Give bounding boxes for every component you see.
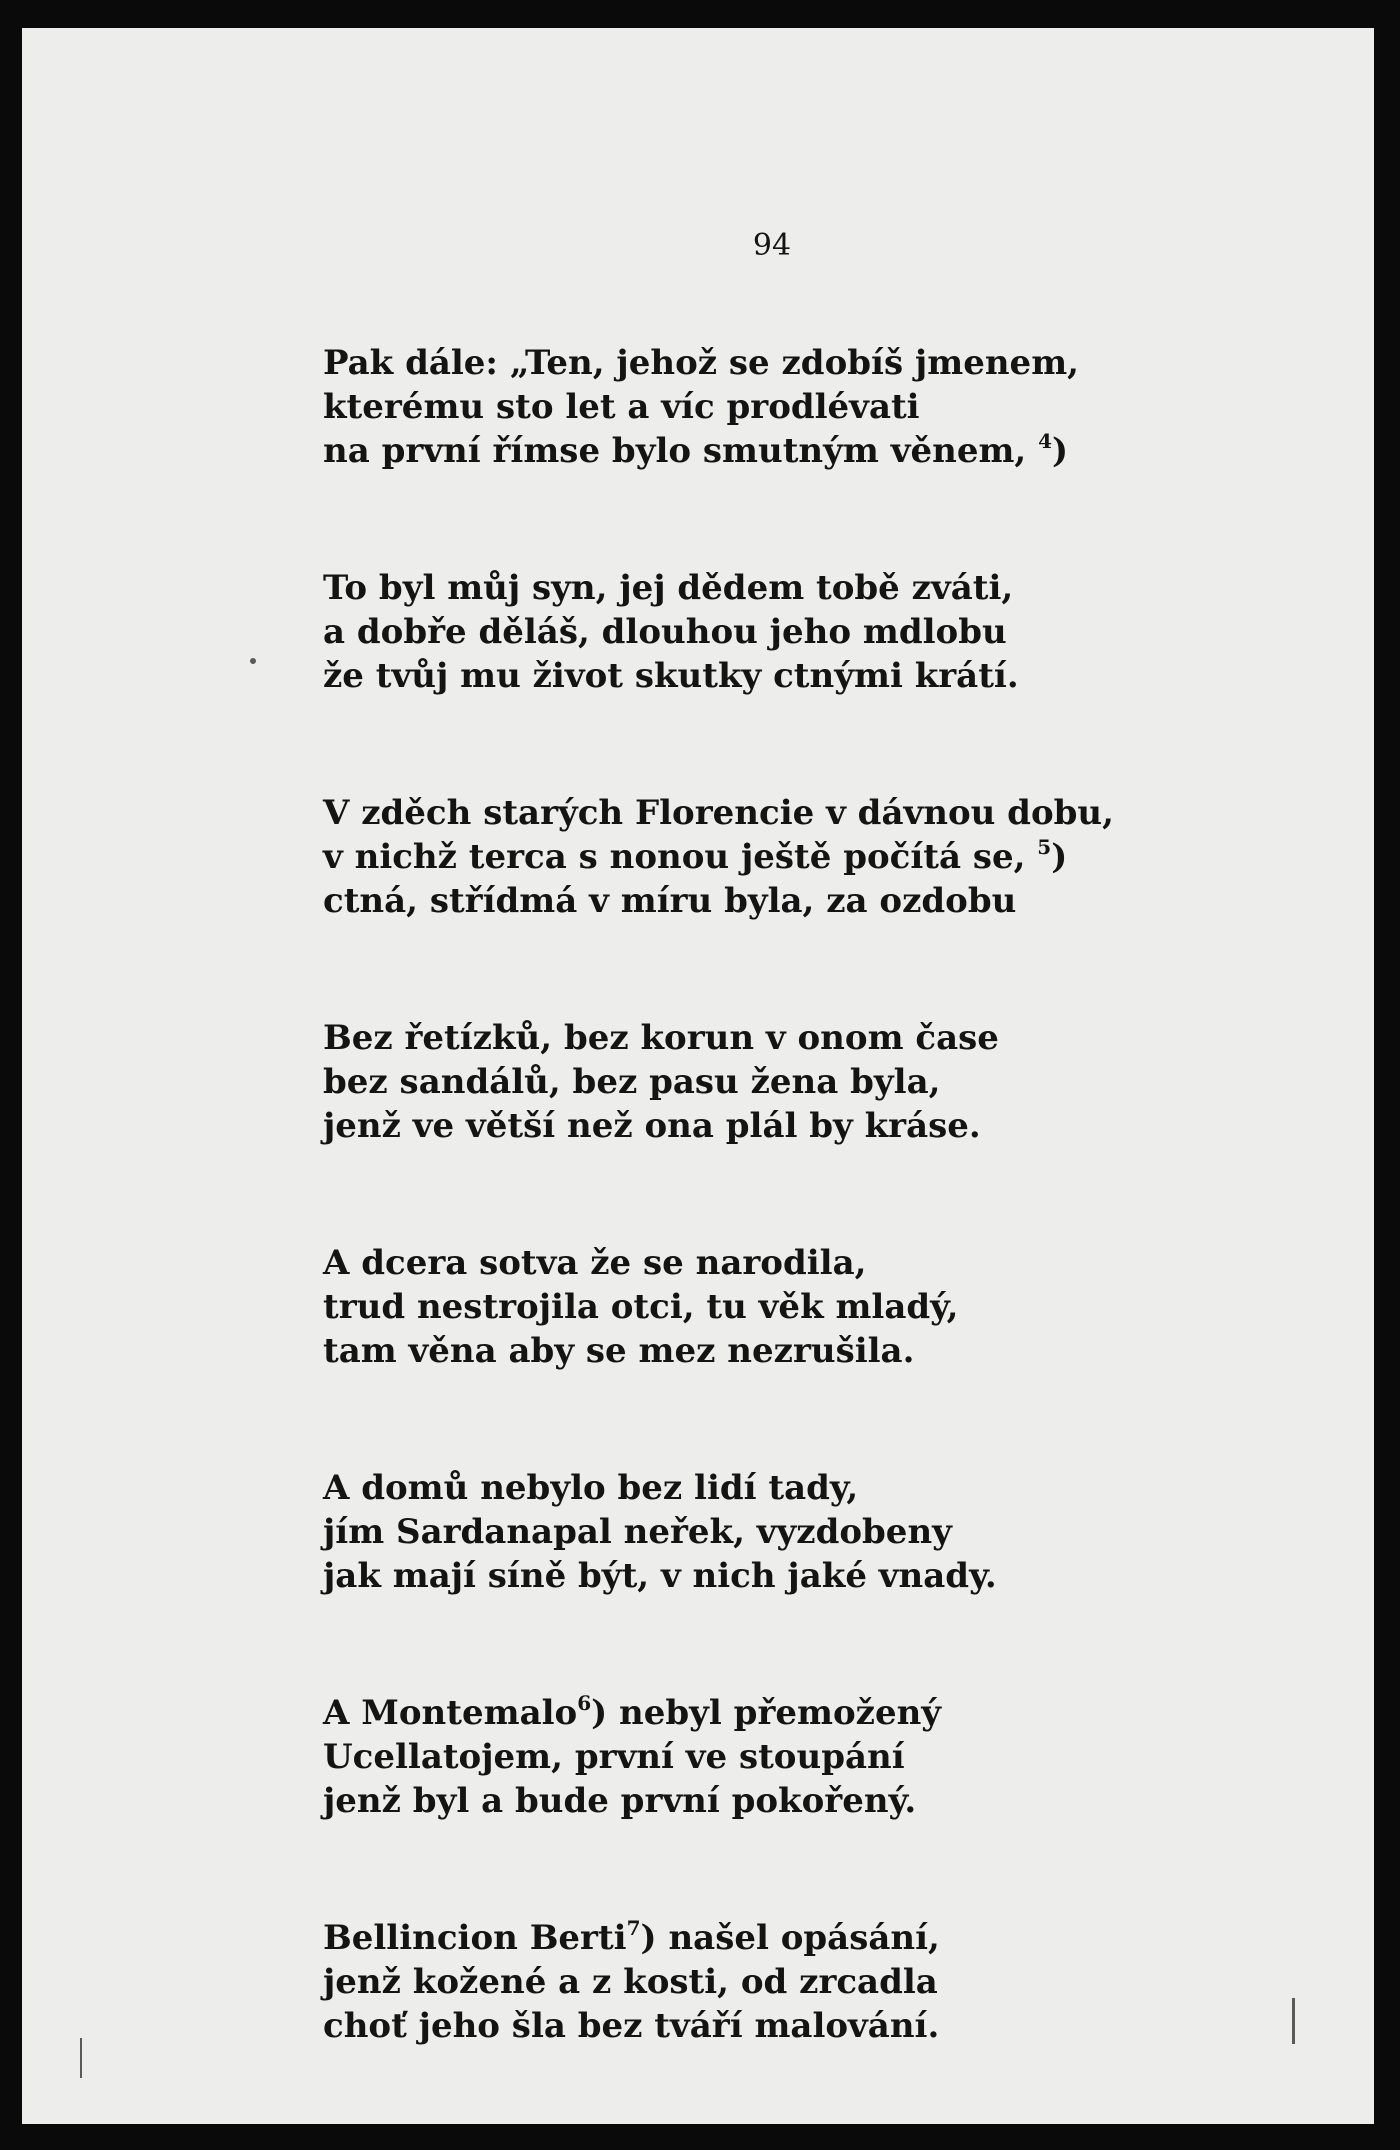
stanza bbox=[323, 1466, 1223, 1691]
scan-speck bbox=[1292, 1998, 1295, 2044]
footnote-marker: 7 bbox=[626, 1916, 641, 1940]
verse-line: Bellincion Berti$^7$) našel opásání, bbox=[323, 1916, 940, 1958]
verse-line: bez sandálů, bez pasu žena byla, bbox=[323, 1062, 941, 1102]
verse-line: To byl můj syn, jej dědem tobě zváti, bbox=[323, 568, 1014, 608]
verse-line: kterému sto let a víc prodlévati bbox=[323, 387, 920, 427]
verse-line: jak mají síně být, v nich jaké vnady. bbox=[323, 1556, 997, 1596]
stanza bbox=[323, 341, 1223, 566]
scan-speck bbox=[250, 658, 256, 664]
stanza bbox=[323, 1691, 1223, 1916]
verse-line: Pak dále: „Ten, jehož se zdobíš jmenem, bbox=[323, 343, 1080, 383]
verse-line: A domů nebylo bez lidí tady, bbox=[323, 1468, 859, 1508]
book-page bbox=[22, 28, 1374, 2124]
stanza bbox=[323, 1241, 1223, 1466]
verse-line: Bez řetízků, bez korun v onom čase bbox=[323, 1018, 999, 1058]
footnote-marker: 5 bbox=[1037, 835, 1052, 859]
verse-line: jenž byl a bude první pokořený. bbox=[323, 1781, 917, 1821]
stanza bbox=[323, 791, 1223, 1016]
verse-line: V zděch starých Florencie v dávnou dobu, bbox=[323, 793, 1114, 833]
page-number: 94 bbox=[752, 228, 792, 263]
verse-line: jím Sardanapal neřek, vyzdobeny bbox=[323, 1512, 952, 1552]
stanza bbox=[323, 1916, 1223, 2141]
stanza bbox=[323, 566, 1223, 791]
verse-line: jenž ve větší než ona plál by kráse. bbox=[323, 1106, 981, 1146]
footnote-marker: 4 bbox=[1038, 429, 1053, 453]
verse-line: a dobře děláš, dlouhou jeho mdlobu bbox=[323, 612, 1007, 652]
verse-line: ctná, střídmá v míru byla, za ozdobu bbox=[323, 881, 1017, 921]
verse-line: jenž kožené a z kosti, od zrcadla bbox=[323, 1962, 938, 2002]
footnote-marker: 6 bbox=[577, 1691, 592, 1715]
verse-line: na první římse bylo smutným věnem, $^4$) bbox=[323, 429, 1069, 471]
verse-line: že tvůj mu život skutky ctnými krátí. bbox=[323, 656, 1019, 696]
verse-line: tam věna aby se mez nezrušila. bbox=[323, 1331, 915, 1371]
stanza bbox=[323, 1016, 1223, 1241]
verse-line: choť jeho šla bez tváří malování. bbox=[323, 2006, 940, 2046]
verse-line: v nichž terca s nonou ještě počítá se, $^5$) bbox=[323, 835, 1068, 877]
scan-speck bbox=[80, 2038, 82, 2078]
verse-line: Ucellatojem, první ve stoupání bbox=[323, 1737, 905, 1777]
verse-line: trud nestrojila otci, tu věk mladý, bbox=[323, 1287, 959, 1327]
poem-text bbox=[323, 341, 1223, 2141]
verse-line: A Montemalo$^6$) nebyl přemožený bbox=[323, 1691, 942, 1733]
verse-line: A dcera sotva že se narodila, bbox=[323, 1243, 867, 1283]
